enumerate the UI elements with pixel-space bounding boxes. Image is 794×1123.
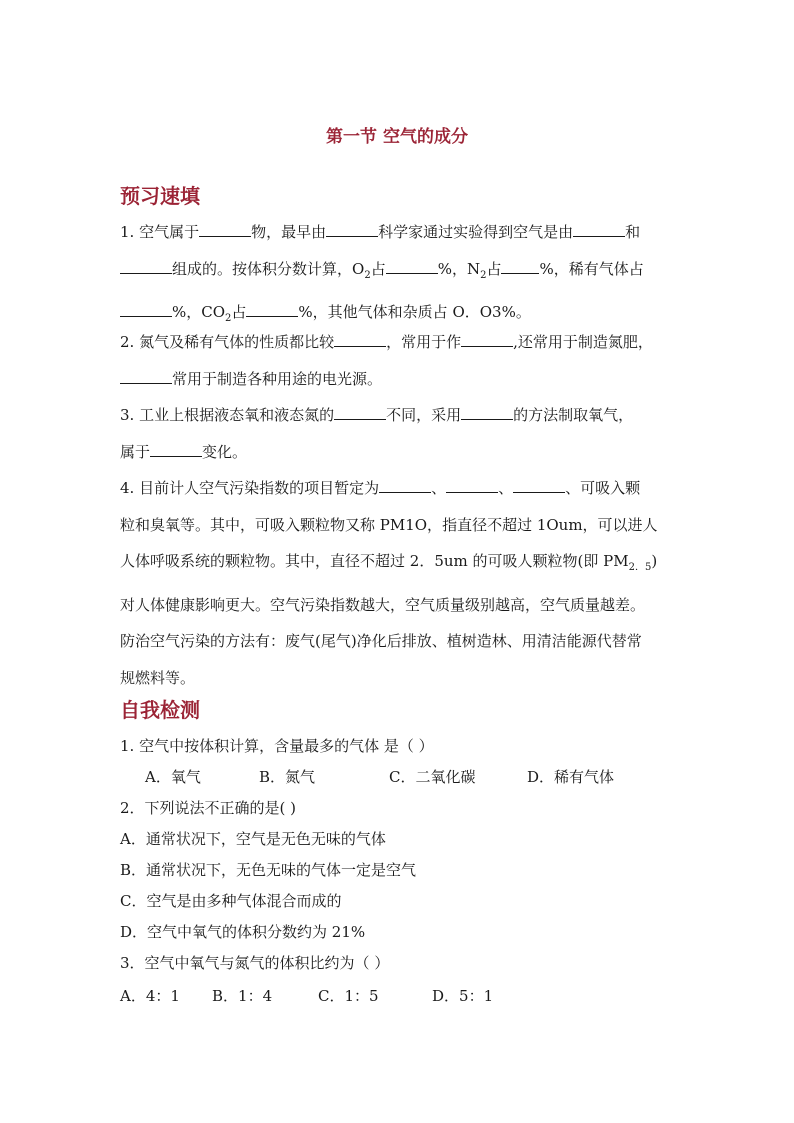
answer-blank[interactable] [501,259,539,274]
answer-blank[interactable] [461,405,513,420]
option-b[interactable]: B．氮气 [259,768,316,786]
option-a[interactable]: A．通常状况下，空气是无色无味的气体 [120,830,386,848]
option-d[interactable]: D．空气中氧气的体积分数约为 21% [120,923,366,941]
option-a[interactable]: A．4：1 [120,987,180,1005]
selftest-question-3-options [120,985,493,1006]
option-a[interactable]: A．氧气 [145,768,201,786]
selftest-question-3-stem: 3．空气中氧气与氮气的体积比约为（ ） [120,954,390,972]
answer-blank[interactable] [379,478,431,493]
answer-blank[interactable] [461,332,513,347]
option-d[interactable]: D．稀有气体 [527,768,615,786]
preview-question-1: 1. 空气属于 物，最早由 科学家通过实验得到空气是由 和 组成的。按体积分数计算，$O_2$占 %，$N_2$占 %，稀有气体占 %，$CO_2$占 %，其他气体和杂质占 O．O3%。 [120,223,644,324]
option-c[interactable]: C．空气是由多种气体混合而成的 [120,892,342,910]
section-heading-selftest: 自我检测 [120,698,200,722]
preview-question-2: 2. 氮气及稀有气体的性质都比较 ，常用于作 ,还常用于制造氮肥， 常用于制造各种用途的电光源。 [120,333,653,388]
answer-blank[interactable] [573,222,625,237]
answer-blank[interactable] [446,478,498,493]
answer-blank[interactable] [120,259,172,274]
answer-blank[interactable] [199,222,251,237]
answer-blank[interactable] [334,332,386,347]
answer-blank[interactable] [120,302,172,317]
answer-blank[interactable] [334,405,386,420]
preview-question-3: 3. 工业上根据液态氧和液态氮的 不同，采用 的方法制取氧气， 属于 变化。 [120,406,634,461]
section-heading-preview: 预习速填 [120,184,200,208]
answer-blank[interactable] [326,222,378,237]
preview-question-4: 4. 目前计人空气污染指数的项目暂定为 、 、 、可吸入颗 粒和臭氧等。其中，可吸入颗粒物又称 PM1O，指直径不超过 1Oum，可以进人 人体呼吸系统的颗粒物。其中，直径不超过 2．5um 的可吸人颗粒物(即 $PM_{2.5}$) 对人体健康影响更大。空气污染指数越大，空气质量级别越高，空气质量越差。 防治空气污染的方法有：废气(尾气)净化后排放、植树造林、用清洁能源代替常 规燃料等。 [120,479,658,687]
option-c[interactable]: C．二氧化碳 [389,768,476,786]
answer-blank[interactable] [246,302,298,317]
answer-blank[interactable] [150,442,202,457]
selftest-question-1-stem: 1. 空气中按体积计算，含量最多的气体 是（ ） [120,737,434,755]
selftest-question-1-options [145,766,614,787]
option-d[interactable]: D．5：1 [432,987,494,1005]
answer-blank[interactable] [513,478,565,493]
selftest-question-2-stem: 2．下列说法不正确的是( ) [120,799,297,817]
option-b[interactable]: B．通常状况下，无色无味的气体一定是空气 [120,861,417,879]
answer-blank[interactable] [120,369,172,384]
option-c[interactable]: C．1：5 [318,987,379,1005]
answer-blank[interactable] [386,259,438,274]
option-b[interactable]: B．1：4 [212,987,273,1005]
page-title: 第一节 空气的成分 [326,127,468,147]
